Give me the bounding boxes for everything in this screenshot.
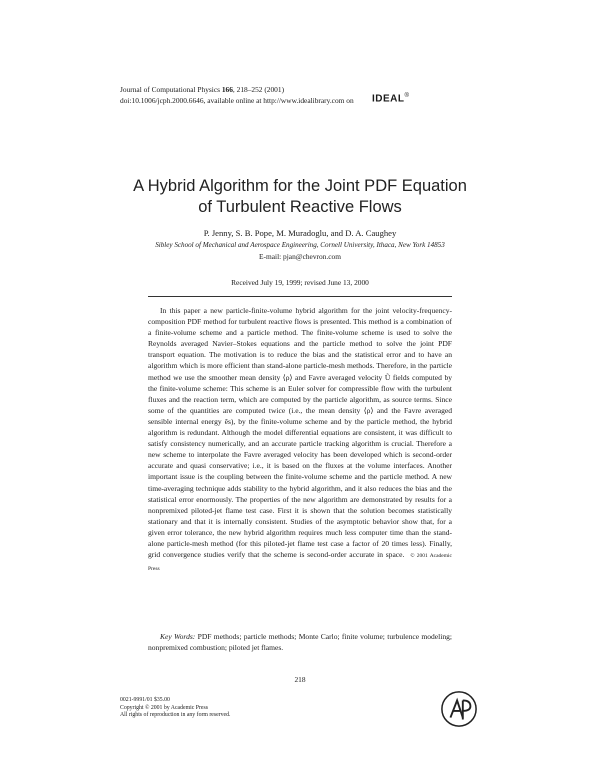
abstract-text: In this paper a new particle-finite-volume hybrid algorithm for the joint velocity-frequency-composition PDF method for turbulent reactive flows is presented. This method is a combination of a finite-volume scheme and a particle method. The finite-volume scheme is used to solve the Reynolds averaged Navier–Stokes equations and the particle method to solve the joint PDF transport equation. The motivation is to reduce the bias and the statistical error and to have an algorithm which is more efficient than stand-alone particle-mesh methods. Therefore, in the particle method we use the smoother mean density ⟨ρ⟩ and Favre averaged velocity Ũ fields computed by the finite-volume scheme: This scheme is an Euler solver for compressible flow with the turbulent fluxes and the reaction term, which are computed by the particle algorithm, as source terms. Since some of the quantities are computed twice (i.e., the mean density ⟨ρ⟩ and the Favre averaged sensible internal energy ẽs), by the finite-volume scheme and by the particle method, the hybrid algorithm is redundant. Although the model differential equations are consistent, it was difficult to satisfy consistency numerically, and an accurate particle tracking algorithm is crucial. Therefore a new scheme to interpolate the Favre averaged velocity has been developed which is second-order accurate and quasi conservative; i.e., it is based on the fluxes at the volume interfaces. Another important issue is the coupling between the finite-volume scheme and the particle method. A new time-averaging technique adds stability to the hybrid algorithm, and it also reduces the bias and the statistical error enormously. The properties of the new algorithm are demonstrated by results for a nonpremixed piloted-jet flame test case. First it is shown that the solution becomes statistically stationary and that it is internally consistent. Studies of the asymptotic behavior show that, for a given error tolerance, the new hybrid algorithm requires much less computer time than the stand-alone particle-mesh method (for this piloted-jet flame test case a factor of 20 times less). Finally, grid convergence studies verify that the scheme is second-order accurate in space. (148, 306, 452, 560)
journal-citation (120, 85, 284, 95)
title-line-1: A Hybrid Algorithm for the Joint PDF Equation (133, 177, 467, 195)
paper-title (0, 176, 600, 218)
footer-line-1: 0021-9991/01 $35.00 (120, 697, 170, 703)
footer-line-2: Copyright © 2001 by Academic Press (120, 704, 208, 711)
received-date: Received July 19, 1999; revised June 13, 2000 (231, 278, 369, 287)
ideal-logo-registered: ® (404, 93, 410, 99)
page-number: 218 (294, 675, 306, 684)
email[interactable]: E-mail: pjan@chevron.com (259, 252, 341, 261)
keywords-text: PDF methods; particle methods; Monte Carlo; finite volume; turbulence modeling; nonpremixed combustion; piloted jet flames. (148, 632, 452, 653)
journal-name: Journal of Computational Physics (120, 85, 222, 94)
footer-line-3: All rights of reproduction in any form reserved. (120, 712, 231, 719)
academic-press-logo-icon (440, 690, 478, 728)
title-line-2: of Turbulent Reactive Flows (198, 198, 402, 216)
abstract-copyright: © 2001 Academic Press (148, 553, 452, 573)
authors: P. Jenny, S. B. Pope, M. Muradoglu, and D. A. Caughey (203, 228, 397, 238)
footer-copyright (120, 697, 230, 720)
doi-line[interactable]: doi:10.1006/jcph.2000.6646, available online at http://www.idealibrary.com on (120, 96, 354, 105)
divider-rule (148, 296, 452, 297)
abstract (148, 305, 452, 575)
ideal-logo-text: IDEAL (372, 93, 405, 105)
affiliation: Sibley School of Mechanical and Aerospace Engineering, Cornell University, Ithaca, New York 14853 (155, 241, 445, 249)
ideal-logo[interactable] (372, 93, 409, 104)
keywords-label: Key Words: (160, 632, 196, 641)
keywords (148, 631, 452, 653)
journal-volume: 166 (221, 85, 233, 94)
journal-pages: , 218–252 (2001) (232, 85, 285, 94)
